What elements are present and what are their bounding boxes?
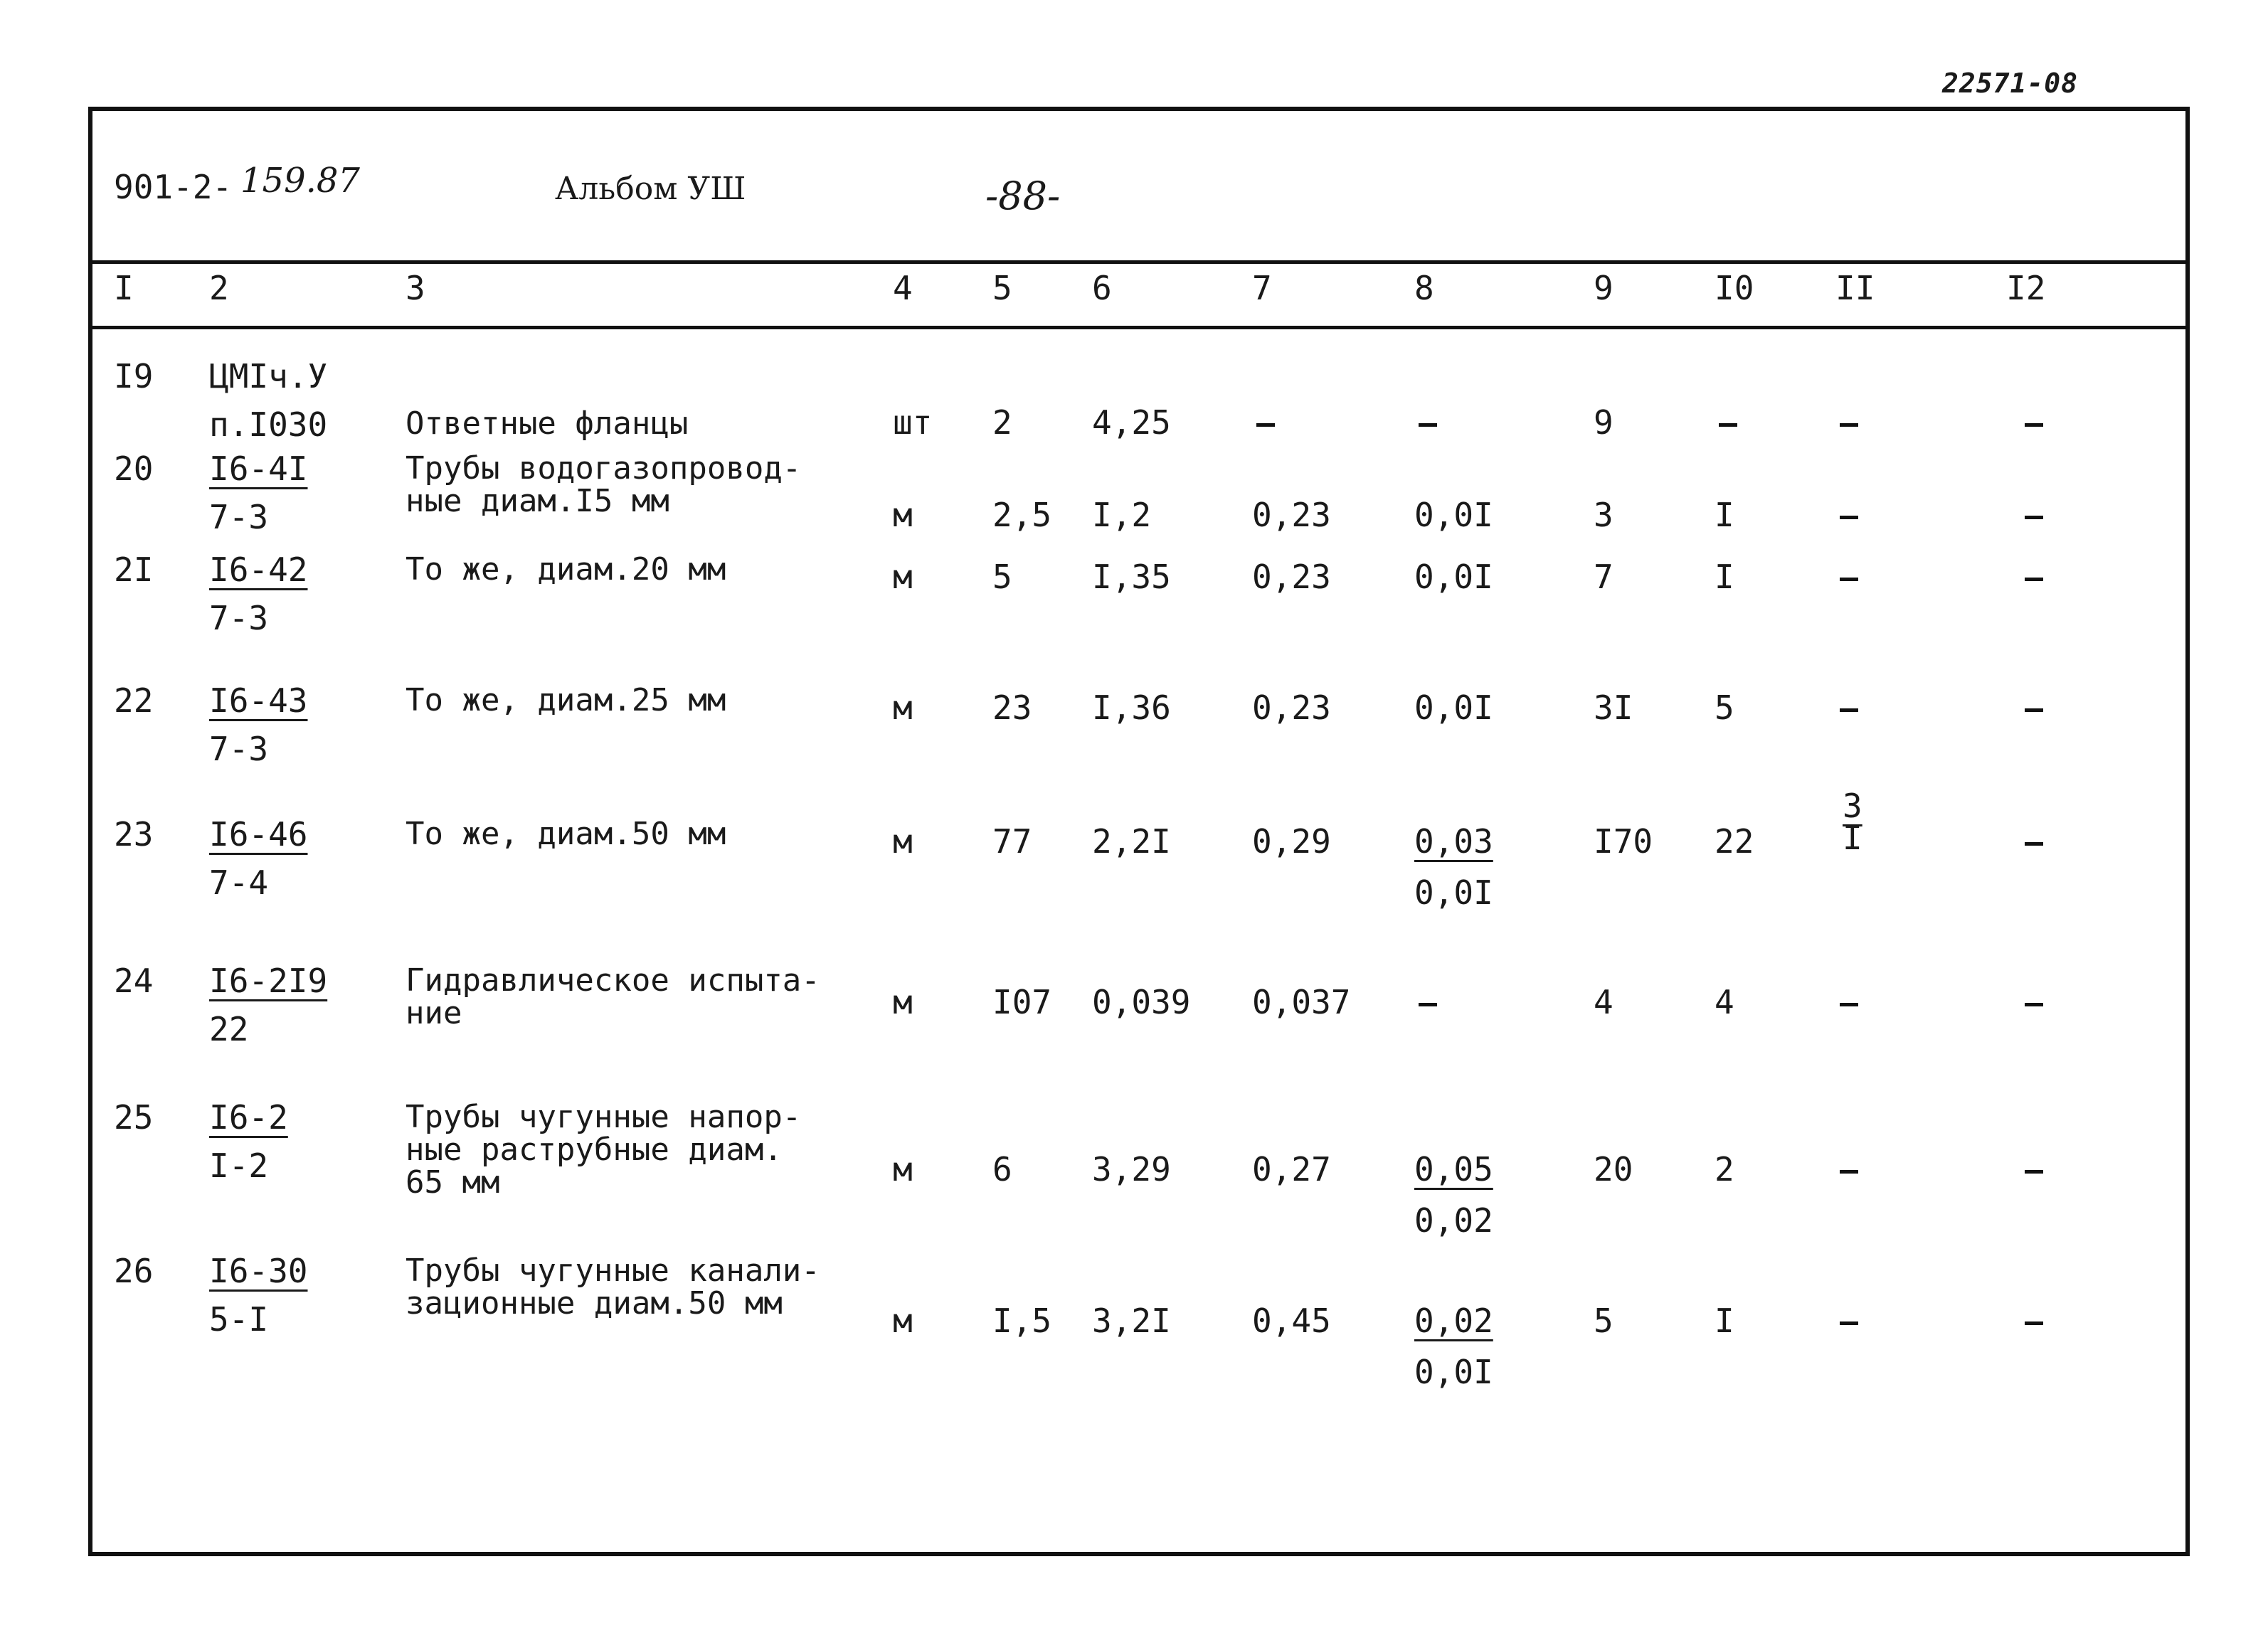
- unit: шт: [893, 403, 933, 442]
- col9-value: 5: [1594, 1302, 1613, 1340]
- col11-value-dash: [1840, 516, 1858, 519]
- col11-value-top: 3: [1843, 787, 1862, 825]
- quantity: I,5: [992, 1302, 1052, 1340]
- col12-value-dash: [2025, 1003, 2043, 1006]
- norm-subcode: 7-3: [209, 730, 269, 768]
- column-number: I2: [2006, 269, 2046, 307]
- work-description: Трубы чугунные напор- ные раструбные диам. 65 мм: [406, 1099, 802, 1201]
- col8-value-top: 0,03: [1414, 822, 1493, 861]
- document-sheet: [88, 107, 2190, 1556]
- col10-value-dash: [1719, 423, 1737, 427]
- col7-value: 0,45: [1252, 1302, 1331, 1340]
- col12-value-dash: [2025, 516, 2043, 519]
- col9-value: 3I: [1594, 688, 1633, 727]
- col9-value: 9: [1594, 403, 1613, 442]
- norm-code: ЦМIч.У: [209, 357, 328, 395]
- column-number: 7: [1252, 269, 1272, 307]
- column-number: 4: [893, 269, 913, 307]
- col6-value: 3,2I: [1092, 1302, 1171, 1340]
- column-number: 6: [1092, 269, 1112, 307]
- row-number: 24: [114, 962, 154, 1000]
- col11-value-dash: [1840, 1003, 1858, 1006]
- norm-subcode: 7-3: [209, 599, 269, 637]
- norm-code: I6-43: [209, 681, 308, 720]
- work-description: Трубы чугунные канали- зационные диам.50 мм: [406, 1253, 820, 1321]
- col8-value-dash: [1419, 423, 1437, 427]
- norm-subcode: I-2: [209, 1147, 269, 1185]
- column-number: 3: [406, 269, 425, 307]
- row-number: 2I: [114, 551, 154, 589]
- row-number: 26: [114, 1252, 154, 1290]
- row-number: I9: [114, 357, 154, 395]
- col11-value-dash: [1840, 1321, 1858, 1325]
- quantity: 2: [992, 403, 1012, 442]
- col10-value: 2: [1715, 1150, 1734, 1188]
- quantity: 23: [992, 688, 1032, 727]
- col8-value: 0,0I: [1414, 558, 1493, 596]
- work-description: То же, диам.20 мм: [406, 551, 726, 587]
- col6-value: 2,2I: [1092, 822, 1171, 861]
- col11-value-dash: [1840, 578, 1858, 581]
- col9-value: 7: [1594, 558, 1613, 596]
- col7-value: 0,037: [1252, 983, 1351, 1021]
- unit: м: [893, 983, 913, 1021]
- col11-value-bottom: I: [1843, 819, 1862, 857]
- column-number: II: [1835, 269, 1875, 307]
- col12-value-dash: [2025, 423, 2043, 427]
- norm-code: I6-2I9: [209, 962, 328, 1000]
- row-number: 22: [114, 681, 154, 720]
- column-number: I: [114, 269, 134, 307]
- norm-code: I6-2: [209, 1098, 288, 1137]
- work-description: Ответные фланцы: [406, 405, 689, 442]
- col6-value: 0,039: [1092, 983, 1191, 1021]
- col12-value-dash: [2025, 578, 2043, 581]
- col7-value: 0,29: [1252, 822, 1331, 861]
- col7-value: 0,23: [1252, 688, 1331, 727]
- header-rule-top: [92, 260, 2185, 264]
- col9-value: I70: [1594, 822, 1653, 861]
- col10-value: I: [1715, 558, 1734, 596]
- unit: м: [893, 496, 913, 534]
- norm-subcode: 7-4: [209, 863, 269, 902]
- doc-code-handwritten: 159.87: [240, 161, 360, 201]
- col6-value: I,35: [1092, 558, 1171, 596]
- norm-subcode: 22: [209, 1010, 249, 1048]
- row-number: 25: [114, 1098, 154, 1137]
- norm-code: I6-30: [209, 1252, 308, 1290]
- col7-value: 0,23: [1252, 496, 1331, 534]
- unit: м: [893, 558, 913, 596]
- col9-value: 3: [1594, 496, 1613, 534]
- unit: м: [893, 822, 913, 861]
- col8-value-bottom: 0,02: [1414, 1201, 1493, 1240]
- archive-code: 22571-08: [1942, 68, 2079, 99]
- norm-subcode: п.I030: [209, 405, 328, 444]
- col8-value-bottom: 0,0I: [1414, 1353, 1493, 1391]
- row-number: 23: [114, 815, 154, 853]
- quantity: 6: [992, 1150, 1012, 1188]
- norm-code: I6-46: [209, 815, 308, 853]
- col9-value: 4: [1594, 983, 1613, 1021]
- col7-value-dash: [1256, 423, 1275, 427]
- col11-value-dash: [1840, 708, 1858, 712]
- column-number: I0: [1715, 269, 1754, 307]
- quantity: 77: [992, 822, 1032, 861]
- col10-value: 22: [1715, 822, 1754, 861]
- header-rule-bottom: [92, 326, 2185, 329]
- work-description: Трубы водогазопровод- ные диам.I5 мм: [406, 450, 802, 519]
- col10-value: I: [1715, 496, 1734, 534]
- col7-value: 0,27: [1252, 1150, 1331, 1188]
- col6-value: 3,29: [1092, 1150, 1171, 1188]
- col8-value-top: 0,05: [1414, 1150, 1493, 1188]
- unit: м: [893, 1302, 913, 1340]
- col9-value: 20: [1594, 1150, 1633, 1188]
- col10-value: I: [1715, 1302, 1734, 1340]
- col12-value-dash: [2025, 1321, 2043, 1325]
- col6-value: I,36: [1092, 688, 1171, 727]
- column-number: 9: [1594, 269, 1613, 307]
- row-number: 20: [114, 450, 154, 488]
- work-description: То же, диам.50 мм: [406, 816, 726, 852]
- col12-value-dash: [2025, 1170, 2043, 1174]
- col8-value-bottom: 0,0I: [1414, 873, 1493, 912]
- page-number: -88-: [985, 174, 1061, 218]
- norm-code: I6-42: [209, 551, 308, 589]
- norm-subcode: 7-3: [209, 498, 269, 536]
- col12-value-dash: [2025, 842, 2043, 846]
- col8-value: 0,0I: [1414, 688, 1493, 727]
- col6-value: 4,25: [1092, 403, 1171, 442]
- col10-value: 5: [1715, 688, 1734, 727]
- column-number: 5: [992, 269, 1012, 307]
- quantity: 2,5: [992, 496, 1052, 534]
- unit: м: [893, 688, 913, 727]
- work-description: То же, диам.25 мм: [406, 682, 726, 718]
- norm-code: I6-4I: [209, 450, 308, 488]
- norm-subcode: 5-I: [209, 1300, 269, 1339]
- album-label: Альбом УШ: [555, 171, 746, 207]
- doc-code-printed: 901-2-: [114, 168, 233, 206]
- unit: м: [893, 1150, 913, 1188]
- col10-value: 4: [1715, 983, 1734, 1021]
- quantity: 5: [992, 558, 1012, 596]
- quantity: I07: [992, 983, 1052, 1021]
- col11-value-dash: [1840, 1170, 1858, 1174]
- column-number: 2: [209, 269, 229, 307]
- col8-value: 0,0I: [1414, 496, 1493, 534]
- work-description: Гидравлическое испыта- ние: [406, 962, 820, 1031]
- column-number: 8: [1414, 269, 1434, 307]
- col12-value-dash: [2025, 708, 2043, 712]
- col11-value-dash: [1840, 423, 1858, 427]
- col6-value: I,2: [1092, 496, 1152, 534]
- col7-value: 0,23: [1252, 558, 1331, 596]
- col8-value-dash: [1419, 1003, 1437, 1006]
- col8-value-top: 0,02: [1414, 1302, 1493, 1340]
